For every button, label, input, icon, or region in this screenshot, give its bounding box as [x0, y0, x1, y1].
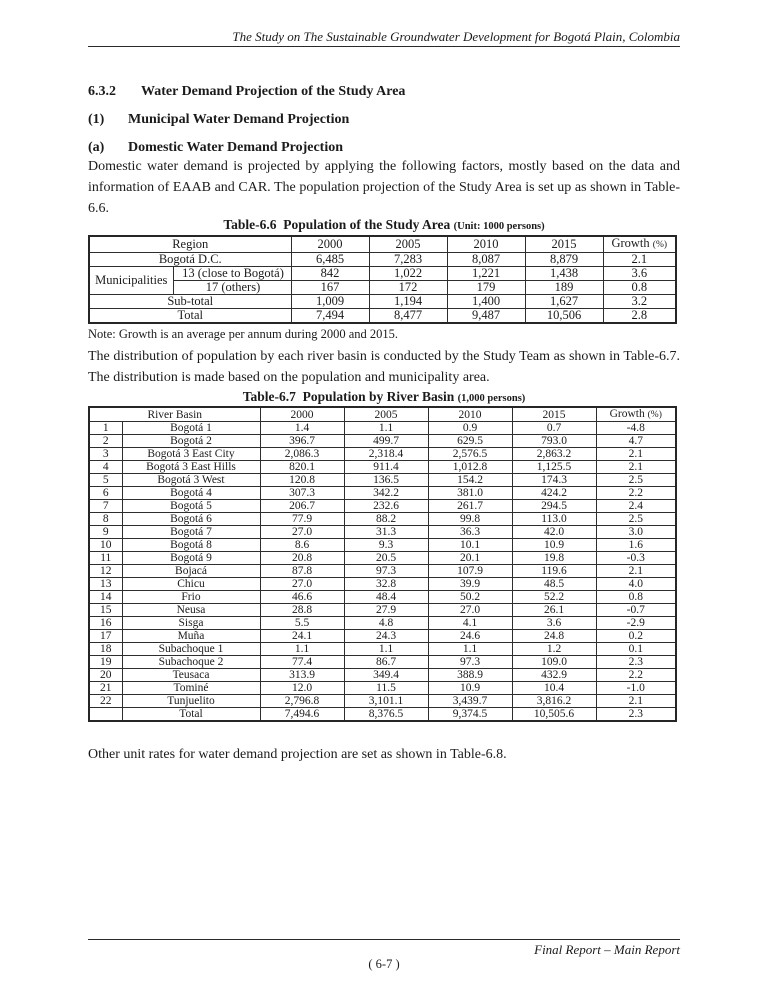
cell-value: 24.1	[260, 630, 344, 643]
cell-value: 2.2	[596, 669, 676, 682]
cell-value: 342.2	[344, 487, 428, 500]
cell-value: 396.7	[260, 435, 344, 448]
cell-value: 3.6	[512, 617, 596, 630]
growth-label: Growth	[611, 236, 650, 250]
growth-unit-label: (%)	[652, 240, 668, 250]
cell-basin-name: Sisga	[122, 617, 260, 630]
river-basin-row	[89, 695, 676, 708]
cell-basin-name: Bogotá 6	[122, 513, 260, 526]
cell-value: 2.1	[603, 253, 676, 267]
header-year: 2000	[260, 407, 344, 422]
paragraph-distribution: The distribution of population by each river basin is conducted by the Study Team as shown in Table-6.7. The distribution is made based on the population and municipality area.	[88, 349, 680, 385]
cell-value: 42.0	[512, 526, 596, 539]
cell-value: 179	[447, 281, 525, 295]
cell-basin-no: 21	[89, 682, 122, 695]
river-basin-row	[89, 643, 676, 656]
cell-region-label: 17 (others)	[173, 281, 291, 295]
river-basin-row	[89, 552, 676, 565]
cell-value: 27.9	[344, 604, 428, 617]
table-6-7-body	[89, 422, 676, 708]
table-6-6-title	[88, 217, 680, 235]
cell-value: 20.8	[260, 552, 344, 565]
cell-region-label: Bogotá D.C.	[89, 253, 291, 267]
table-6-6-note: Note: Growth is an average per annum during 2000 and 2015.	[88, 327, 398, 341]
cell-value: 109.0	[512, 656, 596, 669]
subsection-title: Municipal Water Demand Projection	[128, 112, 350, 127]
table-6-7-title	[88, 389, 680, 407]
river-basin-row	[89, 448, 676, 461]
cell-value: 1,125.5	[512, 461, 596, 474]
cell-value: 1.1	[428, 643, 512, 656]
cell-value: 19.8	[512, 552, 596, 565]
cell-basin-name: Bogotá 3 East Hills	[122, 461, 260, 474]
cell-basin-name: Chicu	[122, 578, 260, 591]
cell-value: 2.3	[596, 656, 676, 669]
cell-value: 8,879	[525, 253, 603, 267]
cell-value: 10.9	[512, 539, 596, 552]
cell-value: 1,009	[291, 295, 369, 309]
cell-value: 4.8	[344, 617, 428, 630]
cell-value: -0.3	[596, 552, 676, 565]
header-year: 2010	[447, 236, 525, 253]
cell-basin-no: 20	[89, 669, 122, 682]
cell-value: 154.2	[428, 474, 512, 487]
subsection-heading-a	[88, 140, 680, 155]
cell-basin-no: 19	[89, 656, 122, 669]
growth-unit-label: (%)	[647, 410, 662, 420]
river-basin-row	[89, 526, 676, 539]
cell-value: 2.2	[596, 487, 676, 500]
river-basin-row	[89, 591, 676, 604]
cell-basin-name: Bogotá 4	[122, 487, 260, 500]
header-growth	[596, 407, 676, 422]
cell-basin-no: 22	[89, 695, 122, 708]
cell-value: 2,576.5	[428, 448, 512, 461]
cell-value: 46.6	[260, 591, 344, 604]
cell-value: 27.0	[260, 526, 344, 539]
cell-value: 1,022	[369, 267, 447, 281]
table-6-6-unit: (Unit: 1000 persons)	[453, 221, 545, 232]
cell-basin-name: Bogotá 3 East City	[122, 448, 260, 461]
header-growth	[603, 236, 676, 253]
cell-value: 0.8	[596, 591, 676, 604]
page-number: ( 6-7 )	[368, 957, 400, 971]
cell-value: 2.1	[596, 461, 676, 474]
cell-value: 0.7	[512, 422, 596, 435]
subsection-number: (1)	[88, 112, 105, 127]
cell-value: 167	[291, 281, 369, 295]
river-basin-row	[89, 656, 676, 669]
cell-basin-no: 14	[89, 591, 122, 604]
cell-value: 10,506	[525, 309, 603, 324]
table-6-6-header-row	[89, 236, 676, 253]
cell-value: 10.9	[428, 682, 512, 695]
table-6-6	[88, 235, 677, 324]
table-6-7-footer	[89, 708, 676, 722]
cell-value: 842	[291, 267, 369, 281]
cell-value: 3.0	[596, 526, 676, 539]
cell-basin-name: Teusaca	[122, 669, 260, 682]
cell-value: 20.1	[428, 552, 512, 565]
cell-value: 1,221	[447, 267, 525, 281]
cell-value: 10.4	[512, 682, 596, 695]
cell-value: 88.2	[344, 513, 428, 526]
footer-report-label: Final Report – Main Report	[88, 939, 680, 957]
cell-value: 39.9	[428, 578, 512, 591]
cell-value: 24.6	[428, 630, 512, 643]
running-header: The Study on The Sustainable Groundwater Development for Bogotá Plain, Colombia	[88, 29, 680, 47]
cell-value: 174.3	[512, 474, 596, 487]
header-region: Region	[89, 236, 291, 253]
cell-value: 1,400	[447, 295, 525, 309]
section-heading	[88, 84, 680, 99]
header-year: 2005	[344, 407, 428, 422]
cell-value: 1.6	[596, 539, 676, 552]
cell-value: 424.2	[512, 487, 596, 500]
river-basin-row	[89, 513, 676, 526]
table-6-6-body	[89, 236, 676, 323]
cell-basin-name: Tunjuelito	[122, 695, 260, 708]
cell-value: 77.9	[260, 513, 344, 526]
river-basin-row	[89, 617, 676, 630]
cell-value: 820.1	[260, 461, 344, 474]
cell-basin-no: 16	[89, 617, 122, 630]
cell-value: 793.0	[512, 435, 596, 448]
table-6-7-unit: (1,000 persons)	[457, 393, 526, 404]
cell-value: 1.2	[512, 643, 596, 656]
header-year: 2015	[525, 236, 603, 253]
cell-value: -4.8	[596, 422, 676, 435]
cell-value: 20.5	[344, 552, 428, 565]
river-basin-row	[89, 669, 676, 682]
cell-value: 4.0	[596, 578, 676, 591]
cell-basin-name: Bojacá	[122, 565, 260, 578]
cell-value: 6,485	[291, 253, 369, 267]
cell-value: 97.3	[344, 565, 428, 578]
cell-value: 629.5	[428, 435, 512, 448]
cell-value: 10.1	[428, 539, 512, 552]
cell-value: 8,477	[369, 309, 447, 324]
cell-value: 0.1	[596, 643, 676, 656]
cell-value: 307.3	[260, 487, 344, 500]
river-basin-row	[89, 565, 676, 578]
cell-value: 24.3	[344, 630, 428, 643]
cell-value: 232.6	[344, 500, 428, 513]
header-year: 2010	[428, 407, 512, 422]
subsection-heading-1	[88, 112, 680, 127]
cell-region-label: 13 (close to Bogotá)	[173, 267, 291, 281]
cell-value: 113.0	[512, 513, 596, 526]
cell-value: 911.4	[344, 461, 428, 474]
cell-value: 2.1	[596, 695, 676, 708]
river-basin-row	[89, 630, 676, 643]
cell-value: 87.8	[260, 565, 344, 578]
river-basin-row	[89, 461, 676, 474]
cell-basin-name: Subachoque 2	[122, 656, 260, 669]
cell-value: 7,494	[291, 309, 369, 324]
cell-basin-no: 11	[89, 552, 122, 565]
cell-value: 189	[525, 281, 603, 295]
cell-value: 24.8	[512, 630, 596, 643]
cell-basin-name: Muña	[122, 630, 260, 643]
cell-basin-no: 15	[89, 604, 122, 617]
cell-value: 8,376.5	[344, 708, 428, 722]
cell-value: 7,283	[369, 253, 447, 267]
cell-value: -2.9	[596, 617, 676, 630]
cell-value: 12.0	[260, 682, 344, 695]
cell-value: 27.0	[260, 578, 344, 591]
cell-value: 28.8	[260, 604, 344, 617]
table-row-mun-others	[89, 281, 676, 295]
cell-value: 9.3	[344, 539, 428, 552]
cell-value: 107.9	[428, 565, 512, 578]
cell-basin-no: 5	[89, 474, 122, 487]
cell-value: 432.9	[512, 669, 596, 682]
paragraph-domestic-demand: Domestic water demand is projected by applying the following factors, mostly based on the data and information of EAAB and CAR. The population projection of the Study Area is set up as shown in Table-6.6.	[88, 159, 680, 216]
cell-value: 1.1	[344, 422, 428, 435]
cell-value: 86.7	[344, 656, 428, 669]
cell-value: 31.3	[344, 526, 428, 539]
river-basin-row	[89, 474, 676, 487]
cell-value: 8.6	[260, 539, 344, 552]
cell-value: 3,816.2	[512, 695, 596, 708]
cell-value: 1,627	[525, 295, 603, 309]
cell-value: 349.4	[344, 669, 428, 682]
table-row-mun-close	[89, 267, 676, 281]
header-river-basin: River Basin	[89, 407, 260, 422]
cell-value: 0.2	[596, 630, 676, 643]
cell-value: 3,101.1	[344, 695, 428, 708]
table-row-subtotal	[89, 295, 676, 309]
cell-value: 261.7	[428, 500, 512, 513]
cell-value: 313.9	[260, 669, 344, 682]
cell-value: 3.2	[603, 295, 676, 309]
cell-basin-name: Bogotá 3 West	[122, 474, 260, 487]
cell-value: 2,863.2	[512, 448, 596, 461]
river-basin-row	[89, 578, 676, 591]
cell-basin-no: 3	[89, 448, 122, 461]
cell-value: 2,318.4	[344, 448, 428, 461]
cell-value: 48.5	[512, 578, 596, 591]
cell-value: 119.6	[512, 565, 596, 578]
cell-value: 2.8	[603, 309, 676, 324]
cell-basin-name: Frio	[122, 591, 260, 604]
cell-value: 50.2	[428, 591, 512, 604]
table-row-total	[89, 309, 676, 324]
cell-basin-name: Tominé	[122, 682, 260, 695]
table-6-7-header	[89, 407, 676, 422]
river-basin-row	[89, 500, 676, 513]
cell-value: 10,505.6	[512, 708, 596, 722]
cell-value: 388.9	[428, 669, 512, 682]
cell-basin-name: Bogotá 9	[122, 552, 260, 565]
cell-value: 136.5	[344, 474, 428, 487]
cell-value: 1,194	[369, 295, 447, 309]
cell-value: 294.5	[512, 500, 596, 513]
cell-total-label: Total	[89, 309, 291, 324]
cell-value: 206.7	[260, 500, 344, 513]
header-year: 2005	[369, 236, 447, 253]
cell-value: 77.4	[260, 656, 344, 669]
cell-basin-no: 4	[89, 461, 122, 474]
cell-basin-no: 9	[89, 526, 122, 539]
cell-value: 2.3	[596, 708, 676, 722]
cell-value: 9,487	[447, 309, 525, 324]
river-basin-row	[89, 604, 676, 617]
river-basin-row	[89, 435, 676, 448]
growth-label: Growth	[609, 408, 645, 420]
cell-value: 172	[369, 281, 447, 295]
cell-value: 2.1	[596, 565, 676, 578]
river-basin-row	[89, 422, 676, 435]
cell-basin-name: Bogotá 8	[122, 539, 260, 552]
cell-value: 2.1	[596, 448, 676, 461]
cell-basin-name: Neusa	[122, 604, 260, 617]
table-6-7-title-text: Table-6.7 Population by River Basin	[242, 389, 455, 404]
cell-value: 381.0	[428, 487, 512, 500]
cell-value: 1.4	[260, 422, 344, 435]
cell-value: 5.5	[260, 617, 344, 630]
cell-basin-no: 18	[89, 643, 122, 656]
cell-basin-no: 10	[89, 539, 122, 552]
cell-value: 97.3	[428, 656, 512, 669]
cell-basin-no: 12	[89, 565, 122, 578]
table-6-7	[88, 406, 677, 722]
section-title: Water Demand Projection of the Study Area	[141, 84, 406, 99]
paragraph-other-rates: Other unit rates for water demand projection are set as shown in Table-6.8.	[88, 747, 507, 762]
cell-value: 1.1	[344, 643, 428, 656]
cell-total-label: Total	[122, 708, 260, 722]
cell-value: 0.9	[428, 422, 512, 435]
cell-value: 11.5	[344, 682, 428, 695]
cell-value: 2,086.3	[260, 448, 344, 461]
cell-value: 99.8	[428, 513, 512, 526]
cell-value: 3.6	[603, 267, 676, 281]
cell-basin-no: 2	[89, 435, 122, 448]
section-number: 6.3.2	[88, 84, 116, 99]
cell-value: 32.8	[344, 578, 428, 591]
cell-basin-name: Bogotá 2	[122, 435, 260, 448]
cell-value: 0.8	[603, 281, 676, 295]
cell-value: 4.1	[428, 617, 512, 630]
cell-municipalities-label: Municipalities	[89, 267, 173, 295]
cell-value: 26.1	[512, 604, 596, 617]
cell-basin-name: Bogotá 1	[122, 422, 260, 435]
header-year: 2000	[291, 236, 369, 253]
cell-subtotal-label: Sub-total	[89, 295, 291, 309]
cell-value: -1.0	[596, 682, 676, 695]
cell-value: 4.7	[596, 435, 676, 448]
table-row-bogota-dc	[89, 253, 676, 267]
header-year: 2015	[512, 407, 596, 422]
cell-value: 9,374.5	[428, 708, 512, 722]
table-row-total	[89, 708, 676, 722]
cell-value: 48.4	[344, 591, 428, 604]
cell-basin-no: 13	[89, 578, 122, 591]
cell-value: 2.5	[596, 474, 676, 487]
cell-value: 2,796.8	[260, 695, 344, 708]
cell-basin-no: 17	[89, 630, 122, 643]
cell-value: 1,012.8	[428, 461, 512, 474]
cell-value: 499.7	[344, 435, 428, 448]
cell-value: 36.3	[428, 526, 512, 539]
cell-no-empty	[89, 708, 122, 722]
table-6-7-header-row	[89, 407, 676, 422]
cell-value: 8,087	[447, 253, 525, 267]
cell-value: 120.8	[260, 474, 344, 487]
cell-basin-no: 8	[89, 513, 122, 526]
cell-basin-name: Bogotá 5	[122, 500, 260, 513]
cell-value: 52.2	[512, 591, 596, 604]
cell-basin-no: 7	[89, 500, 122, 513]
cell-value: 27.0	[428, 604, 512, 617]
cell-value: 2.4	[596, 500, 676, 513]
cell-value: 2.5	[596, 513, 676, 526]
table-6-6-title-text: Table-6.6 Population of the Study Area	[223, 217, 451, 232]
cell-value: 7,494.6	[260, 708, 344, 722]
river-basin-row	[89, 682, 676, 695]
river-basin-row	[89, 539, 676, 552]
cell-basin-name: Bogotá 7	[122, 526, 260, 539]
subsection-title: Domestic Water Demand Projection	[128, 140, 344, 155]
cell-value: -0.7	[596, 604, 676, 617]
cell-basin-no: 6	[89, 487, 122, 500]
cell-value: 3,439.7	[428, 695, 512, 708]
cell-basin-no: 1	[89, 422, 122, 435]
subsection-number: (a)	[88, 140, 105, 155]
cell-basin-name: Subachoque 1	[122, 643, 260, 656]
cell-value: 1,438	[525, 267, 603, 281]
cell-value: 1.1	[260, 643, 344, 656]
river-basin-row	[89, 487, 676, 500]
